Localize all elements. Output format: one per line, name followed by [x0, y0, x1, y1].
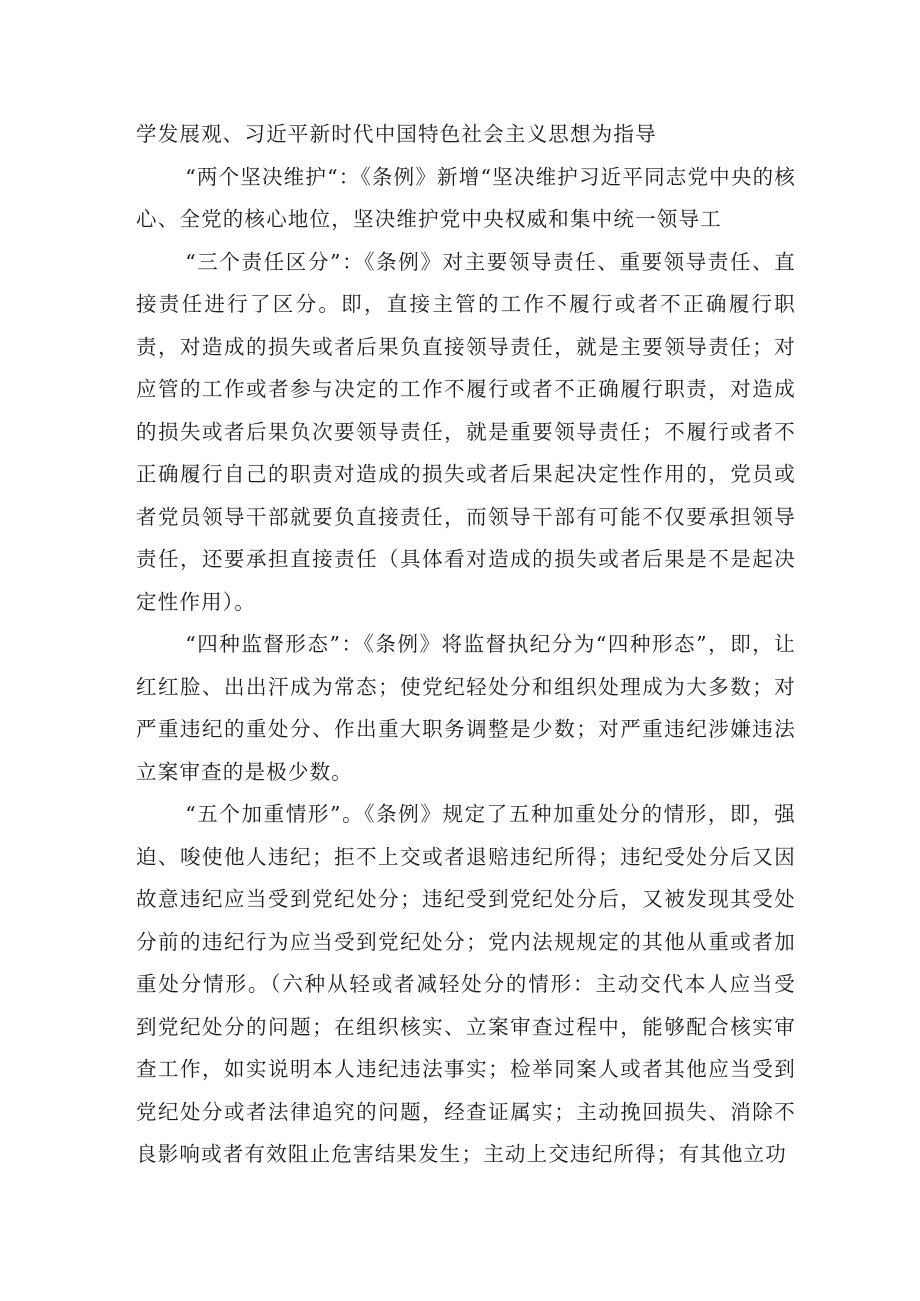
- paragraph-four-supervision-forms: “四种监督形态”：《条例》将监督执纪分为“四种形态”，即，让红红脸、出出汗成为常态；使党纪轻处分和组织处理成为大多数；对严重违纪的重处分、作出重大职务调整是少数；对严重违纪涉嫌违法立案审查的是极少数。: [136, 632, 796, 784]
- document-body: [136, 113, 796, 1176]
- paragraph-two-resolute-safeguards: “两个坚决维护“：《条例》新增“坚决维护习近平同志党中央的核心、全党的核心地位，坚决维护党中央权威和集中统一领导工: [136, 164, 796, 231]
- paragraph-five-aggravating-circumstances: “五个加重情形”。《条例》规定了五种加重处分的情形，即，强迫、唆使他人违纪；拒不上交或者退赔违纪所得；违纪受处分后又因故意违纪应当受到党纪处分；违纪受到党纪处分后，又被发现其受处分前的违纪行为应当受到党纪处分；党内法规规定的其他从重或者加重处分情形。（六种从轻或者减轻处分的情形：主动交代本人应当受到党纪处分的问题；在组织核实、立案审查过程中，能够配合核实审查工作，如实说明本人违纪违法事实；检举同案人或者其他应当受到党纪处分或者法律追究的问题，经查证属实；主动挽回损失、消除不良影响或者有效阻止危害结果发生；主动上交违纪所得；有其他立功: [136, 802, 796, 1166]
- paragraph-three-responsibilities: “三个责任区分”：《条例》对主要领导责任、重要领导责任、直接责任进行了区分。即，直接主管的工作不履行或者不正确履行职责，对造成的损失或者后果负直接领导责任，就是主要领导责任；对应管的工作或者参与决定的工作不履行或者不正确履行职责，对造成的损失或者后果负次要领导责任，就是重要领导责任；不履行或者不正确履行自己的职责对造成的损失或者后果起决定性作用的，党员或者党员领导干部就要负直接责任，而领导干部有可能不仅要承担领导责任，还要承担直接责任（具体看对造成的损失或者后果是不是起决定性作用）。: [136, 249, 796, 614]
- paragraph-continuation: 学发展观、习近平新时代中国特色社会主义思想为指导: [136, 122, 657, 146]
